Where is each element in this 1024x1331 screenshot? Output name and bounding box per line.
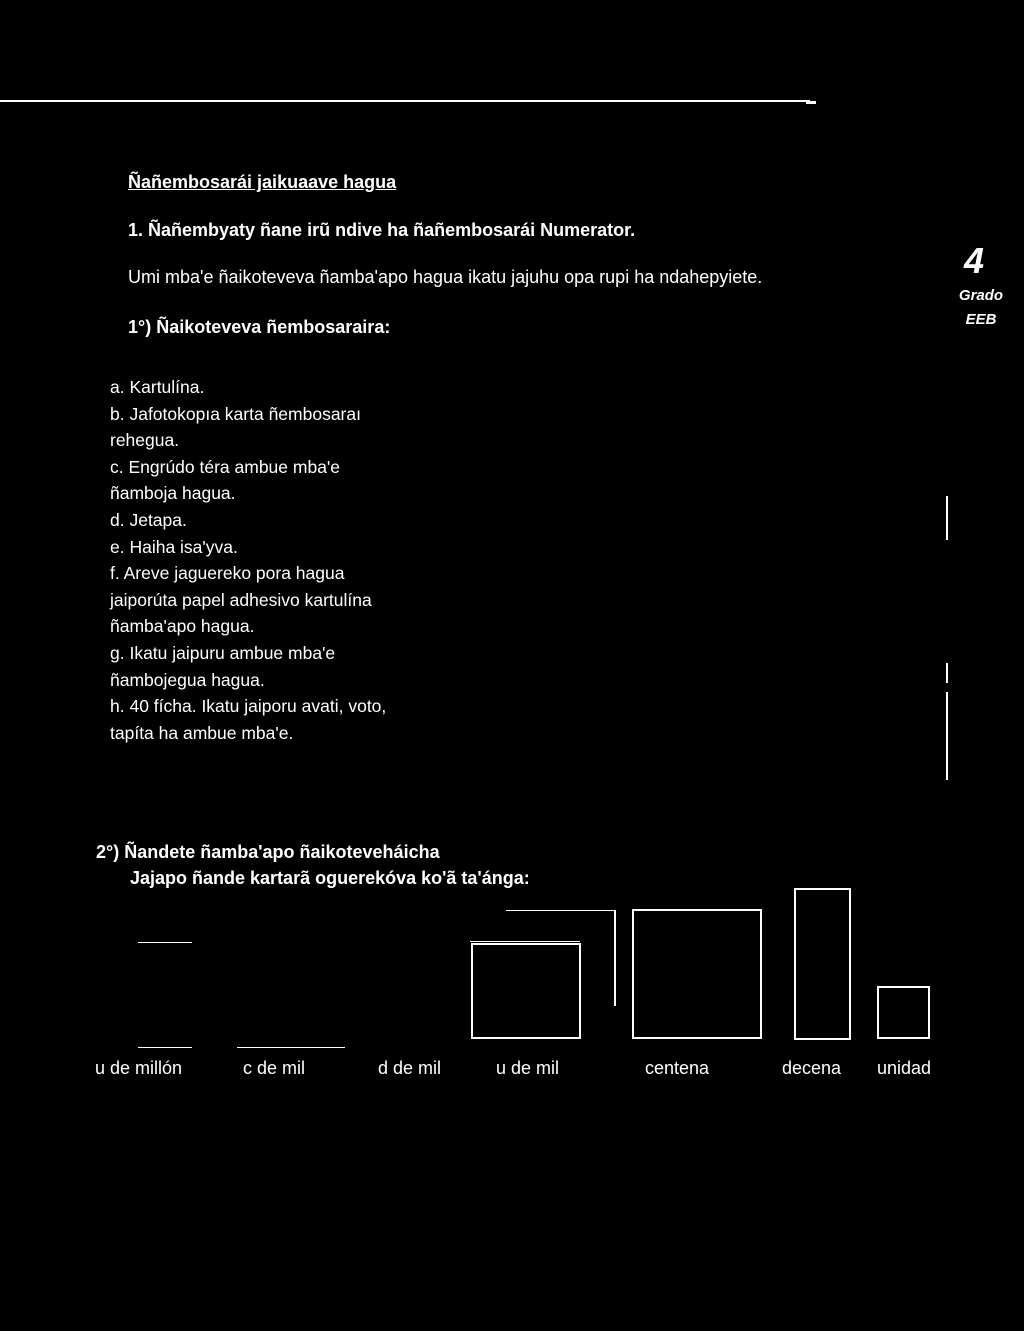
- materials-line: tapíta ha ambue mba'e.: [110, 722, 294, 743]
- card-bottom-edge: [237, 1047, 345, 1048]
- step-1-heading: 1°) Ñaikoteveva ñembosaraira:: [128, 317, 391, 337]
- margin-mark: [946, 692, 948, 780]
- place-label-millions: u de millón: [95, 1058, 183, 1078]
- materials-line: jaiporúta papel adhesivo kartulína: [110, 589, 372, 610]
- card-side-edge: [614, 910, 616, 1006]
- units-square: [877, 986, 930, 1039]
- hundreds-square: [632, 909, 762, 1039]
- grade-number: 4: [963, 240, 985, 281]
- place-label-ten-thousands: d de mil: [378, 1058, 442, 1078]
- thousands-card: [471, 943, 581, 1039]
- card-top-edge: [138, 942, 192, 943]
- grade-label: Grado: [958, 287, 1004, 304]
- materials-line: ñamboja hagua.: [110, 483, 236, 504]
- intro-text: Umi mba'e ñaikoteveva ñamba'apo hagua ikatu jajuhu opa rupi ha ndahepyiete.: [128, 267, 763, 287]
- materials-line: c. Engrúdo téra ambue mba'e: [110, 456, 341, 477]
- question-1: 1. Ñañembyaty ñane irũ ndive ha ñañembosarái Numerator.: [128, 220, 636, 240]
- step-2-heading: 2°) Ñandete ñamba'apo ñaikoteveháicha: [96, 842, 440, 862]
- tens-bar: [794, 888, 851, 1040]
- place-label-hundred-thousands: c de mil: [243, 1058, 306, 1078]
- card-top-edge: [506, 910, 616, 911]
- materials-line: rehegua.: [110, 430, 180, 451]
- section-title: Ñañembosarái jaikuaave hagua: [128, 172, 397, 192]
- top-rule: [0, 100, 810, 102]
- card-bottom-edge: [138, 1047, 192, 1048]
- materials-line: a. Kartulína.: [110, 377, 205, 397]
- materials-line: h. 40 fícha. Ikatu jaiporu avati, voto,: [110, 696, 387, 717]
- grade-level: EEB: [965, 311, 997, 328]
- step-2-instruction: Jajapo ñande kartarã oguerekóva ko'ã ta'ánga:: [130, 868, 530, 888]
- top-rule-end: [806, 101, 816, 104]
- materials-line: b. Jafotokopıa karta ñembosaraı: [110, 403, 361, 424]
- place-label-hundreds: centena: [645, 1058, 710, 1078]
- place-label-thousands: u de mil: [496, 1058, 560, 1078]
- materials-line: d. Jetapa.: [110, 509, 187, 530]
- place-label-tens: decena: [782, 1058, 842, 1078]
- materials-line: f. Areve jaguereko pora hagua: [110, 563, 345, 584]
- materials-line: ñamba'apo hagua.: [110, 616, 255, 637]
- margin-mark: [946, 663, 948, 683]
- card-top-edge: [470, 941, 580, 942]
- place-label-units: unidad: [877, 1058, 932, 1078]
- materials-line: ñambojegua hagua.: [110, 669, 265, 690]
- materials-list: [110, 374, 490, 746]
- materials-line: e. Haiha isa'yva.: [110, 536, 238, 557]
- margin-mark: [946, 496, 948, 540]
- materials-line: g. Ikatu jaipuru ambue mba'e: [110, 642, 336, 663]
